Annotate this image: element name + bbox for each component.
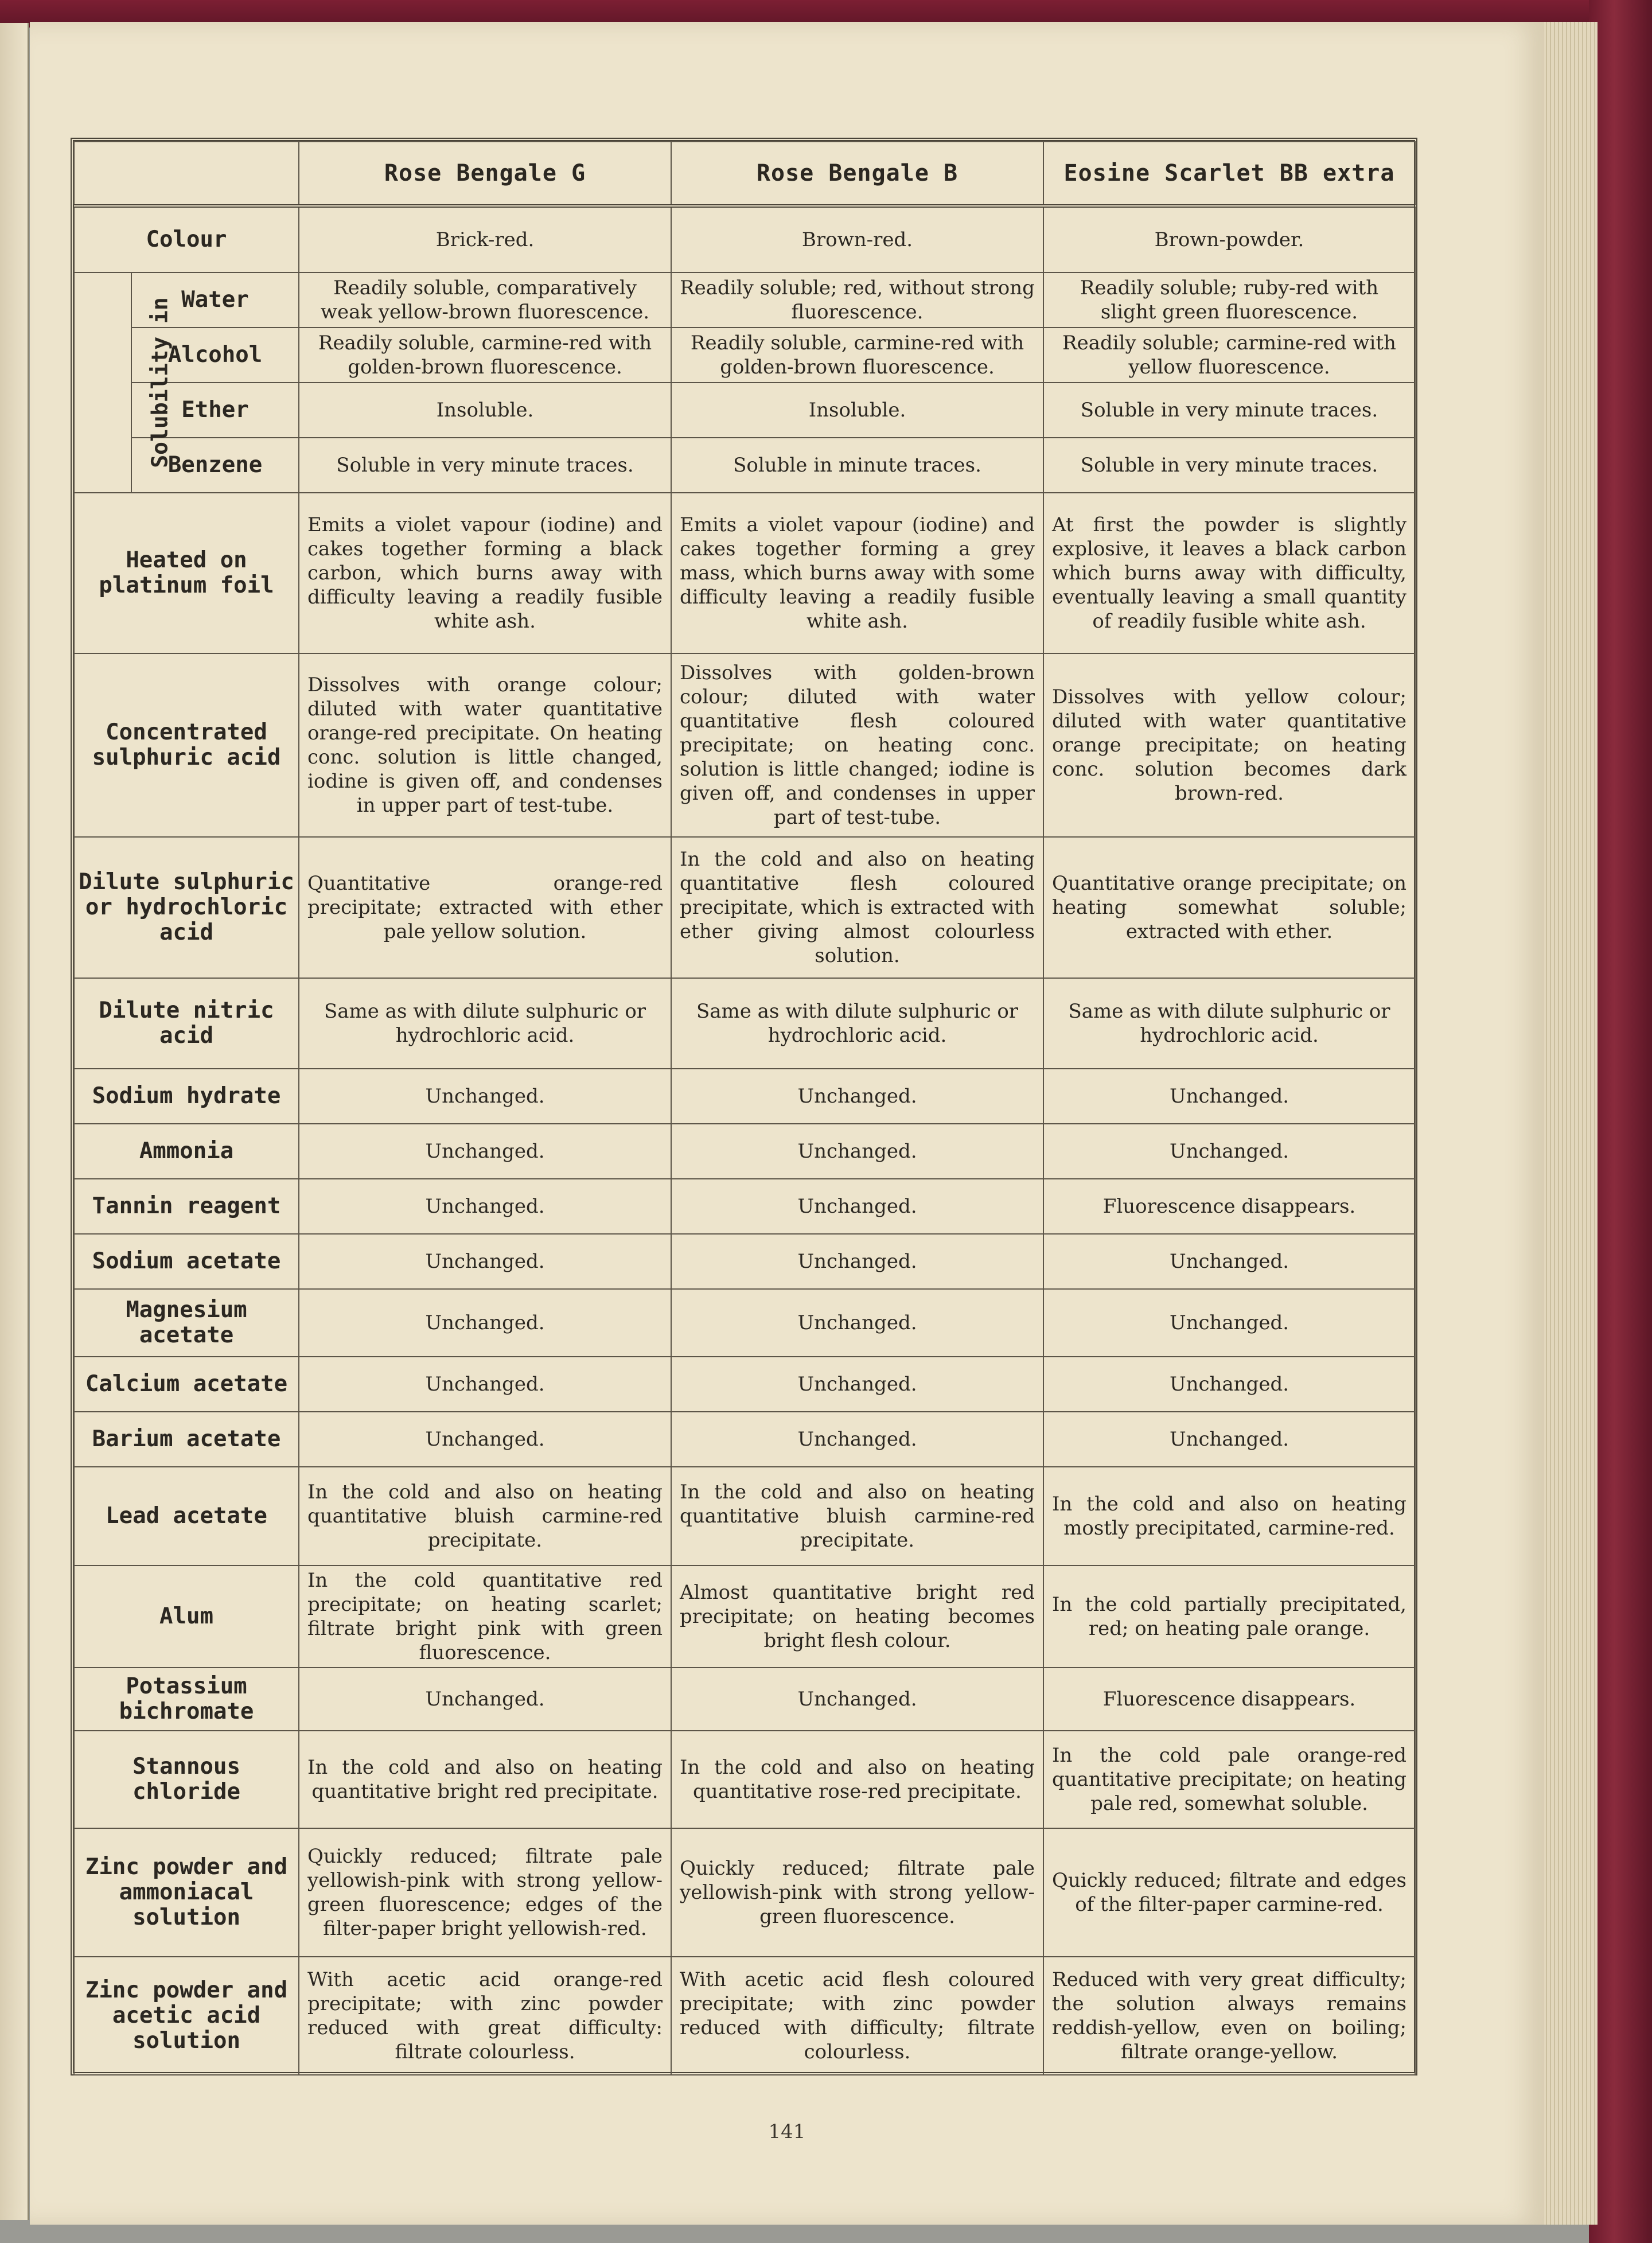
- table-row: [74, 1069, 1415, 1124]
- table-cell: Unchanged.: [1043, 1412, 1415, 1467]
- table-cell: Unchanged.: [299, 1289, 671, 1357]
- table-row: [74, 978, 1415, 1069]
- column-header-rose-bengale-b: Rose Bengale B: [671, 142, 1043, 206]
- table-cell: Unchanged.: [299, 1412, 671, 1467]
- row-label: Alcohol: [131, 328, 299, 383]
- page-stack-edges: [1543, 22, 1598, 2225]
- row-label: Lead acetate: [74, 1467, 299, 1566]
- row-label: Zinc powder and ammoniacal solution: [74, 1828, 299, 1957]
- table-cell: Brick-red.: [299, 206, 671, 272]
- page-number: 141: [768, 2120, 806, 2143]
- table-cell: Readily soluble; ruby-red with slight green fluorescence.: [1043, 272, 1415, 328]
- row-label: Magnesium acetate: [74, 1289, 299, 1357]
- table-row: [74, 1124, 1415, 1179]
- row-label: Sodium hydrate: [74, 1069, 299, 1124]
- row-label: Water: [131, 272, 299, 328]
- table-cell: Soluble in very minute traces.: [1043, 438, 1415, 493]
- table-cell: Unchanged.: [1043, 1234, 1415, 1289]
- table-cell: Quantitative orange-red precipitate; extracted with ether pale yellow solution.: [299, 837, 671, 978]
- table-cell: Unchanged.: [671, 1069, 1043, 1124]
- table-cell: Readily soluble, carmine-red with golden-brown fluorescence.: [671, 328, 1043, 383]
- column-header-rose-bengale-g: Rose Bengale G: [299, 142, 671, 206]
- table-row: [74, 1566, 1415, 1668]
- table-cell: Readily soluble, carmine-red with golden-brown fluorescence.: [299, 328, 671, 383]
- table-cell: In the cold partially precipitated, red; on heating pale orange.: [1043, 1566, 1415, 1668]
- table-cell: Soluble in very minute traces.: [1043, 383, 1415, 438]
- solubility-label-text: Solubility in: [147, 297, 173, 468]
- solubility-group-label: [74, 272, 173, 493]
- row-label: Concentrated sulphuric acid: [74, 653, 299, 837]
- row-label: Alum: [74, 1566, 299, 1668]
- row-label: Barium acetate: [74, 1412, 299, 1467]
- facing-page-edge: [0, 23, 29, 2220]
- table-cell: Unchanged.: [671, 1124, 1043, 1179]
- table-cell: Soluble in minute traces.: [671, 438, 1043, 493]
- table-cell: At first the powder is slightly explosive, it leaves a black carbon which burns away with difficulty, eventually leaving a small quantity of readily fusible white ash.: [1043, 493, 1415, 653]
- table-cell: Unchanged.: [671, 1289, 1043, 1357]
- table-row: [74, 206, 1415, 272]
- table-cell: In the cold and also on heating quantitative bluish carmine-red precipitate.: [299, 1467, 671, 1566]
- table-row: [74, 1668, 1415, 1731]
- table-cell: Fluorescence disappears.: [1043, 1179, 1415, 1234]
- table-cell: Insoluble.: [299, 383, 671, 438]
- table-cell: Unchanged.: [1043, 1124, 1415, 1179]
- table-cell: Unchanged.: [1043, 1289, 1415, 1357]
- table-cell: Soluble in very minute traces.: [299, 438, 671, 493]
- table-cell: Unchanged.: [1043, 1069, 1415, 1124]
- row-label: Sodium acetate: [74, 1234, 299, 1289]
- table-cell: Dissolves with golden-brown colour; diluted with water quantitative flesh coloured precipitate; on heating conc. solution is little changed; iodine is given off, and condenses in upper part of test-tube.: [671, 653, 1043, 837]
- table-cell: In the cold and also on heating mostly precipitated, carmine-red.: [1043, 1467, 1415, 1566]
- table-row: [74, 1179, 1415, 1234]
- table-row: [74, 328, 1415, 383]
- table-cell: In the cold quantitative red precipitate; on heating scarlet; filtrate bright pink with green fluorescence.: [299, 1566, 671, 1668]
- table-cell: With acetic acid orange-red precipitate; with zinc powder reduced with great difficulty: filtrate colourless.: [299, 1957, 671, 2075]
- row-label: Calcium acetate: [74, 1357, 299, 1412]
- table-cell: Same as with dilute sulphuric or hydrochloric acid.: [671, 978, 1043, 1069]
- row-label: Dilute sulphuric or hydrochloric acid: [74, 837, 299, 978]
- dye-reactions-table: [73, 141, 1416, 2075]
- table-cell: Quickly reduced; filtrate pale yellowish-pink with strong yellow-green fluorescence; edges of the filter-paper bright yellowish-red.: [299, 1828, 671, 1957]
- table-row: [74, 1957, 1415, 2075]
- row-label: Dilute nitric acid: [74, 978, 299, 1069]
- table-cell: Readily soluble; carmine-red with yellow fluorescence.: [1043, 328, 1415, 383]
- table-cell: Unchanged.: [299, 1124, 671, 1179]
- table-row: [74, 383, 1415, 438]
- table-cell: Readily soluble; red, without strong fluorescence.: [671, 272, 1043, 328]
- table-cell: Almost quantitative bright red precipitate; on heating becomes bright flesh colour.: [671, 1566, 1043, 1668]
- table-cell: In the cold and also on heating quantitative bluish carmine-red precipitate.: [671, 1467, 1043, 1566]
- table-cell: Same as with dilute sulphuric or hydrochloric acid.: [299, 978, 671, 1069]
- table-cell: Unchanged.: [671, 1234, 1043, 1289]
- table-row: [74, 653, 1415, 837]
- row-label: Colour: [74, 206, 299, 272]
- table-row: [74, 1828, 1415, 1957]
- table-cell: Unchanged.: [299, 1179, 671, 1234]
- row-label: Tannin reagent: [74, 1179, 299, 1234]
- table-row: [74, 493, 1415, 653]
- table-cell: In the cold pale orange-red quantitative precipitate; on heating pale red, somewhat soluble.: [1043, 1731, 1415, 1828]
- table-cell: Unchanged.: [1043, 1357, 1415, 1412]
- row-label: Zinc powder and acetic acid solution: [74, 1957, 299, 2075]
- column-header-eosine-scarlet: Eosine Scarlet BB extra: [1043, 142, 1415, 206]
- table-cell: Quantitative orange precipitate; on heating somewhat soluble; extracted with ether.: [1043, 837, 1415, 978]
- table-cell: Unchanged.: [671, 1179, 1043, 1234]
- table-cell: Unchanged.: [299, 1668, 671, 1731]
- table-cell: Brown-red.: [671, 206, 1043, 272]
- table-cell: Unchanged.: [299, 1069, 671, 1124]
- book-binding-right: [1589, 0, 1652, 2243]
- table-cell: Same as with dilute sulphuric or hydrochloric acid.: [1043, 978, 1415, 1069]
- header-blank: [74, 142, 299, 206]
- table-cell: Unchanged.: [671, 1412, 1043, 1467]
- row-label: Ether: [131, 383, 299, 438]
- table-cell: In the cold and also on heating quantitative rose-red precipitate.: [671, 1731, 1043, 1828]
- table-row: [74, 1289, 1415, 1357]
- table-cell: Dissolves with orange colour; diluted with water quantitative orange-red precipitate. On heating conc. solution is little changed, iodine is given off, and condenses in upper part of test-tube.: [299, 653, 671, 837]
- table-cell: Unchanged.: [671, 1668, 1043, 1731]
- table-cell: Unchanged.: [671, 1357, 1043, 1412]
- table-cell: Emits a violet vapour (iodine) and cakes together forming a black carbon, which burns away with difficulty leaving a readily fusible white ash.: [299, 493, 671, 653]
- row-label: Stannous chloride: [74, 1731, 299, 1828]
- table-cell: In the cold and also on heating quantitative bright red precipitate.: [299, 1731, 671, 1828]
- table-row: [74, 1234, 1415, 1289]
- table-cell: Readily soluble, comparatively weak yellow-brown fluorescence.: [299, 272, 671, 328]
- table-row: [74, 1731, 1415, 1828]
- table-cell: Brown-powder.: [1043, 206, 1415, 272]
- table-cell: In the cold and also on heating quantitative flesh coloured precipitate, which is extracted with ether giving almost colourless solution.: [671, 837, 1043, 978]
- table-cell: With acetic acid flesh coloured precipitate; with zinc powder reduced with difficulty; filtrate colourless.: [671, 1957, 1043, 2075]
- table-cell: Unchanged.: [299, 1357, 671, 1412]
- table-cell: Insoluble.: [671, 383, 1043, 438]
- table-cell: Quickly reduced; filtrate pale yellowish-pink with strong yellow-green fluorescence.: [671, 1828, 1043, 1957]
- row-label: Potassium bichromate: [74, 1668, 299, 1731]
- row-label: Heated on platinum foil: [74, 493, 299, 653]
- table-cell: Emits a violet vapour (iodine) and cakes together forming a grey mass, which burns away with some difficulty leaving a readily fusible white ash.: [671, 493, 1043, 653]
- table-row: [74, 837, 1415, 978]
- table-cell: Reduced with very great difficulty; the solution always remains reddish-yellow, even on boiling; filtrate orange-yellow.: [1043, 1957, 1415, 2075]
- table-cell: Unchanged.: [299, 1234, 671, 1289]
- table-row: [74, 1357, 1415, 1412]
- table-row: [74, 1412, 1415, 1467]
- row-label: Benzene: [131, 438, 299, 493]
- table-row: [74, 272, 1415, 328]
- table-row: [74, 1467, 1415, 1566]
- table-row: [74, 438, 1415, 493]
- header-row: [74, 142, 1415, 206]
- table-cell: Quickly reduced; filtrate and edges of the filter-paper carmine-red.: [1043, 1828, 1415, 1957]
- table-cell: Fluorescence disappears.: [1043, 1668, 1415, 1731]
- row-label: Ammonia: [74, 1124, 299, 1179]
- table-cell: Dissolves with yellow colour; diluted with water quantitative orange precipitate; on heating conc. solution becomes dark brown-red.: [1043, 653, 1415, 837]
